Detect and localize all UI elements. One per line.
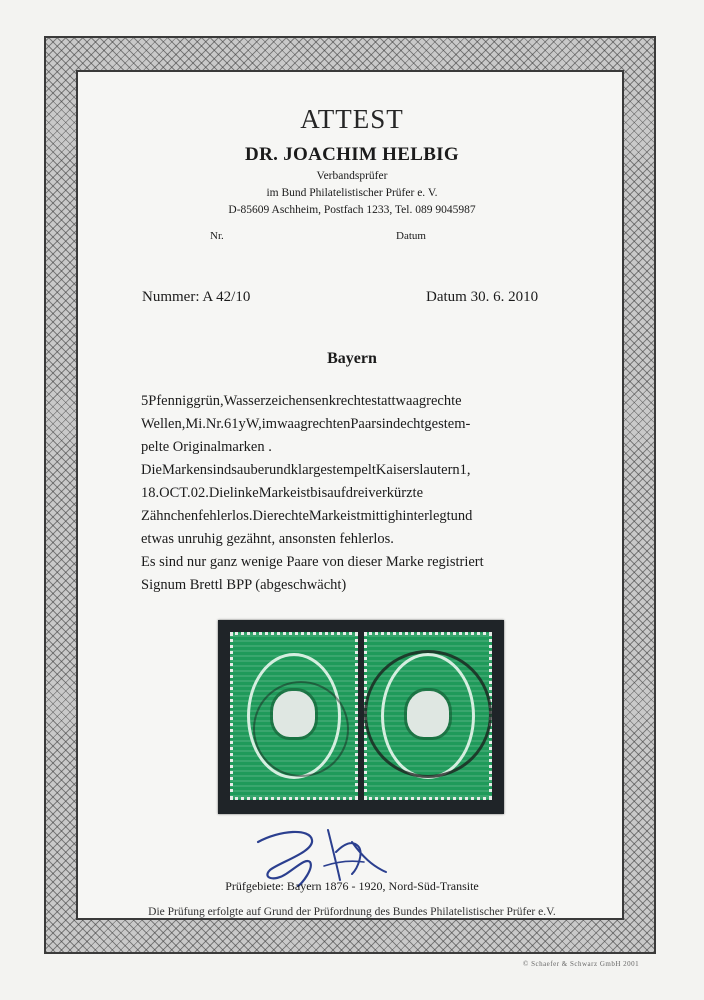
- description-line: pelte Originalmarken .: [141, 439, 272, 455]
- description-line: Wellen,Mi.Nr.61yW,imwaagrechtenPaarsindechtgestem-: [141, 416, 471, 432]
- description-line: Zähnchenfehlerlos.DierechteMarkeistmittighinterlegtund: [141, 508, 473, 524]
- description-text: [141, 390, 573, 597]
- certificate-date: Datum 30. 6. 2010: [426, 289, 539, 305]
- certificate-number: Nummer: A 42/10: [142, 289, 251, 305]
- nr-label: Nr.: [210, 230, 224, 242]
- datum-label: Datum: [396, 230, 426, 242]
- stamp-pair-photo: [218, 620, 504, 814]
- postmark-partial: [253, 681, 349, 777]
- expert-address: D-85609 Aschheim, Postfach 1233, Tel. 089 9045987: [228, 204, 476, 216]
- description-line: etwas unruhig gezähnt, ansonsten fehlerlos.: [141, 531, 394, 547]
- postmark-circle: [364, 650, 492, 778]
- expert-name: DR. JOACHIM HELBIG: [245, 144, 459, 165]
- description-line: 5Pfenniggrün,Wasserzeichensenkrechtestattwaagrechte: [141, 393, 462, 409]
- certificate-title: ATTEST: [300, 104, 404, 134]
- expert-association: im Bund Philatelistischer Prüfer e. V.: [266, 187, 438, 199]
- description-line: Signum Brettl BPP (abgeschwächt): [141, 577, 347, 593]
- description-line: DieMarkensindsauberundklargestempeltKaiserslautern1,: [141, 462, 471, 478]
- expertise-areas: Prüfgebiete: Bayern 1876 - 1920, Nord-Süd-Transite: [225, 879, 479, 893]
- country-heading: Bayern: [327, 350, 377, 367]
- description-line: Es sind nur ganz wenige Paare von dieser Marke registriert: [141, 554, 484, 570]
- printer-imprint: © Schaefer & Schwarz GmbH 2001: [523, 960, 640, 968]
- examination-rules-note: Die Prüfung erfolgte auf Grund der Prüfordnung des Bundes Philatelistischer Prüfer e.V.: [148, 906, 556, 918]
- expert-role: Verbandsprüfer: [316, 170, 388, 182]
- description-line: 18.OCT.02.DielinkeMarkeistbisaufdreiverkürzte: [141, 485, 424, 501]
- stamp-left: [230, 632, 358, 800]
